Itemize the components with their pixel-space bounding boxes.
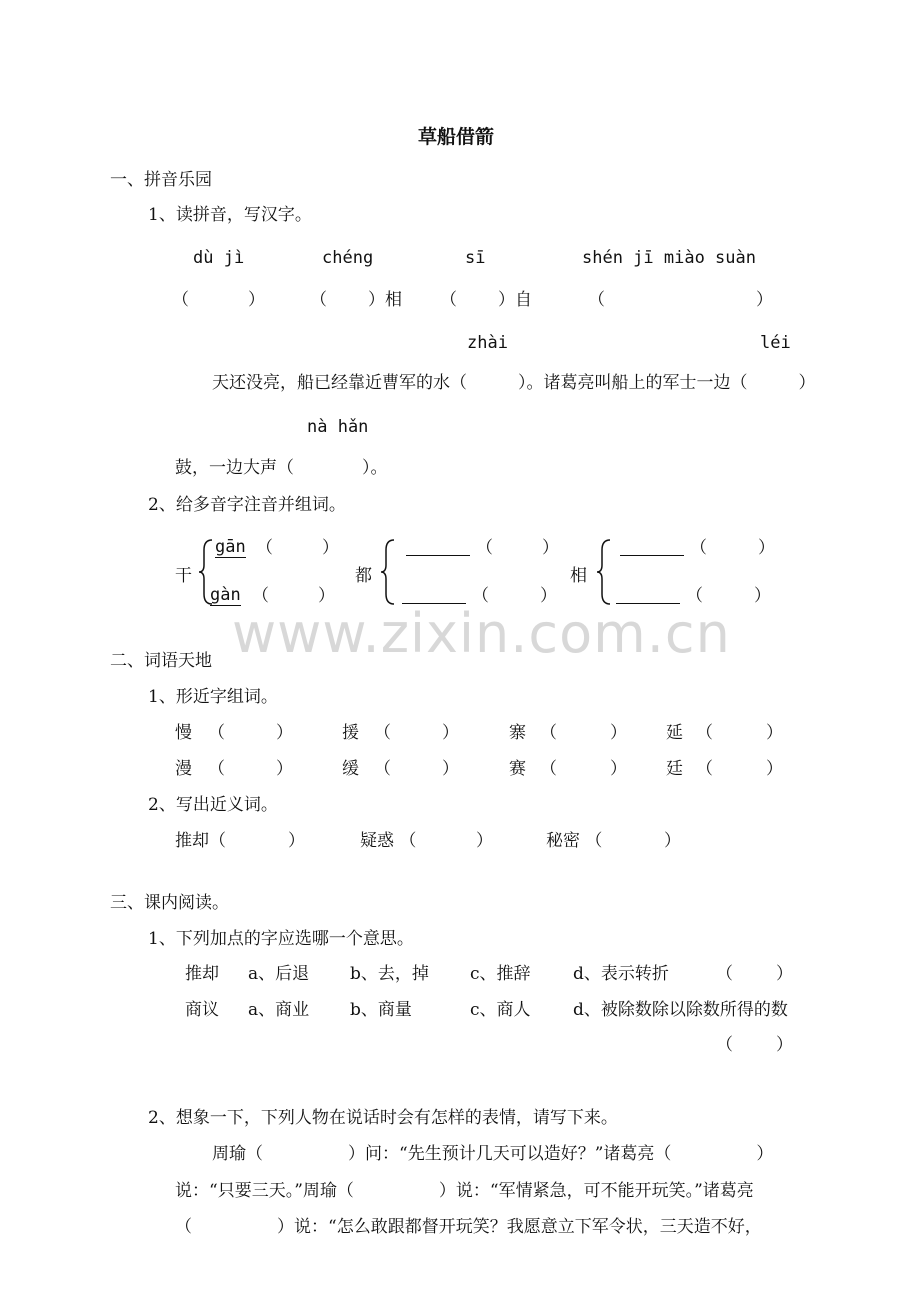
paragraph-line-3: （ ）说：“怎么敢跟都督开玩笑？我愿意立下军令状，三天造不好， bbox=[175, 1217, 762, 1237]
paren-open: （ bbox=[716, 964, 733, 984]
paren-open: （ bbox=[476, 538, 493, 558]
option-a: a、商业 bbox=[248, 1000, 310, 1020]
blank-line bbox=[616, 603, 680, 604]
paren-close: ） bbox=[540, 586, 557, 606]
paren-close: ） bbox=[276, 723, 293, 743]
question-1-1: 1、读拼音，写汉字。 bbox=[148, 205, 312, 225]
char-yan: 延 bbox=[666, 723, 683, 743]
option-b: b、商量 bbox=[350, 1000, 412, 1020]
paren-close: ） bbox=[442, 759, 459, 779]
sentence-line-2: 鼓，一边大声（ ）。 bbox=[175, 458, 388, 478]
pinyin-lei: léi bbox=[760, 333, 791, 353]
paren-close: ） bbox=[248, 290, 265, 310]
paren-close: ） bbox=[318, 586, 335, 606]
brace-dou bbox=[380, 538, 396, 606]
pinyin-nahan: nà hǎn bbox=[307, 417, 369, 437]
char-man: 慢 bbox=[175, 723, 192, 743]
paren-close: ） bbox=[776, 964, 793, 984]
option-d: d、被除数除以除数所得的数 bbox=[573, 1000, 788, 1020]
option-d: d、表示转折 bbox=[573, 964, 669, 984]
paren-close: ） bbox=[610, 723, 627, 743]
question-3-1: 1、下列加点的字应选哪一个意思。 bbox=[148, 929, 414, 949]
synonym-mimi: 秘密 （ bbox=[546, 831, 603, 851]
paren-close-xiang: ）相 bbox=[368, 290, 402, 310]
pinyin-cheng: chéng bbox=[322, 248, 374, 268]
paren-close: ） bbox=[276, 759, 293, 779]
paren-open: （ bbox=[310, 290, 327, 310]
paren-open: （ bbox=[208, 723, 225, 743]
paren-open: （ bbox=[540, 759, 557, 779]
blank-line bbox=[620, 555, 684, 556]
option-c: c、商人 bbox=[470, 1000, 531, 1020]
paren-open: （ bbox=[208, 759, 225, 779]
option-c: c、推辞 bbox=[470, 964, 531, 984]
char-man2: 漫 bbox=[175, 759, 192, 779]
char-xiang: 相 bbox=[570, 566, 587, 586]
paragraph-line-2: 说：“只要三天。”周瑜（ ）说：“军情紧急，可不能开玩笑。”诸葛亮 bbox=[175, 1181, 754, 1201]
paren-close: ） bbox=[664, 831, 681, 851]
page-title: 草船借箭 bbox=[418, 126, 495, 148]
option-a: a、后退 bbox=[248, 964, 310, 984]
item-word: 商议 bbox=[185, 1000, 219, 1020]
pinyin-shenjimiaosuan: shén jī miào suàn bbox=[582, 248, 756, 268]
paren-open: （ bbox=[686, 586, 703, 606]
char-gan: 干 bbox=[175, 566, 192, 586]
sentence-line-1: 天还没亮，船已经靠近曹军的水（ ）。诸葛亮叫船上的军士一边（ ） bbox=[212, 373, 816, 393]
question-3-2: 2、想象一下，下列人物在说话时会有怎样的表情，请写下来。 bbox=[148, 1108, 618, 1128]
paren-open: （ bbox=[690, 538, 707, 558]
paren-close: ） bbox=[756, 290, 773, 310]
paren-close: ） bbox=[288, 831, 305, 851]
paren-close: ） bbox=[776, 1035, 793, 1055]
question-2-1: 1、形近字组词。 bbox=[148, 687, 278, 707]
paren-open: （ bbox=[696, 723, 713, 743]
paren-open: （ bbox=[252, 586, 269, 606]
paren-open: （ bbox=[472, 586, 489, 606]
pinyin-si: sī bbox=[465, 248, 486, 268]
item-word: 推却 bbox=[185, 964, 219, 984]
paren-close: ） bbox=[758, 538, 775, 558]
paren-open: （ bbox=[540, 723, 557, 743]
option-b: b、去，掉 bbox=[350, 964, 429, 984]
synonym-tuique: 推却（ bbox=[175, 831, 226, 851]
char-dou: 都 bbox=[355, 566, 372, 586]
section-1-heading: 一、拼音乐园 bbox=[110, 170, 212, 190]
paren-open: （ bbox=[374, 759, 391, 779]
synonym-yihuo: 疑惑 （ bbox=[360, 831, 417, 851]
char-zhai: 寨 bbox=[509, 723, 526, 743]
paren-open: （ bbox=[696, 759, 713, 779]
watermark: www.zixin.com.cn bbox=[232, 602, 731, 665]
paren-close: ） bbox=[754, 586, 771, 606]
char-yuan: 援 bbox=[342, 723, 359, 743]
paren-close: ） bbox=[610, 759, 627, 779]
paren-open: （ bbox=[374, 723, 391, 743]
char-ting: 廷 bbox=[666, 759, 683, 779]
paren-open: （ bbox=[716, 1035, 733, 1055]
question-1-2: 2、给多音字注音并组词。 bbox=[148, 495, 346, 515]
paren-open: （ bbox=[440, 290, 457, 310]
pinyin-zhai: zhài bbox=[467, 333, 508, 353]
paren-close: ） bbox=[542, 538, 559, 558]
pinyin-gan1: gān bbox=[215, 537, 246, 557]
paren-close: ） bbox=[766, 723, 783, 743]
paren-close: ） bbox=[442, 723, 459, 743]
question-2-2: 2、写出近义词。 bbox=[148, 795, 278, 815]
pinyin-duji: dù jì bbox=[193, 248, 245, 268]
char-huan: 缓 bbox=[342, 759, 359, 779]
paren-close-zi: ）自 bbox=[498, 290, 532, 310]
paren-open: （ bbox=[172, 290, 189, 310]
paren-open: （ bbox=[256, 538, 273, 558]
paren-open: （ bbox=[588, 290, 605, 310]
pinyin-gan2: gàn bbox=[210, 585, 241, 605]
paren-close: ） bbox=[766, 759, 783, 779]
paragraph-line-1: 周瑜（ ）问：“先生预计几天可以造好？”诸葛亮（ ） bbox=[212, 1144, 774, 1164]
blank-line bbox=[406, 555, 470, 556]
paren-close: ） bbox=[322, 538, 339, 558]
section-2-heading: 二、词语天地 bbox=[110, 651, 212, 671]
paren-close: ） bbox=[476, 831, 493, 851]
section-3-heading: 三、课内阅读。 bbox=[110, 893, 229, 913]
blank-line bbox=[402, 603, 466, 604]
char-sai: 赛 bbox=[509, 759, 526, 779]
brace-xiang bbox=[596, 538, 612, 606]
